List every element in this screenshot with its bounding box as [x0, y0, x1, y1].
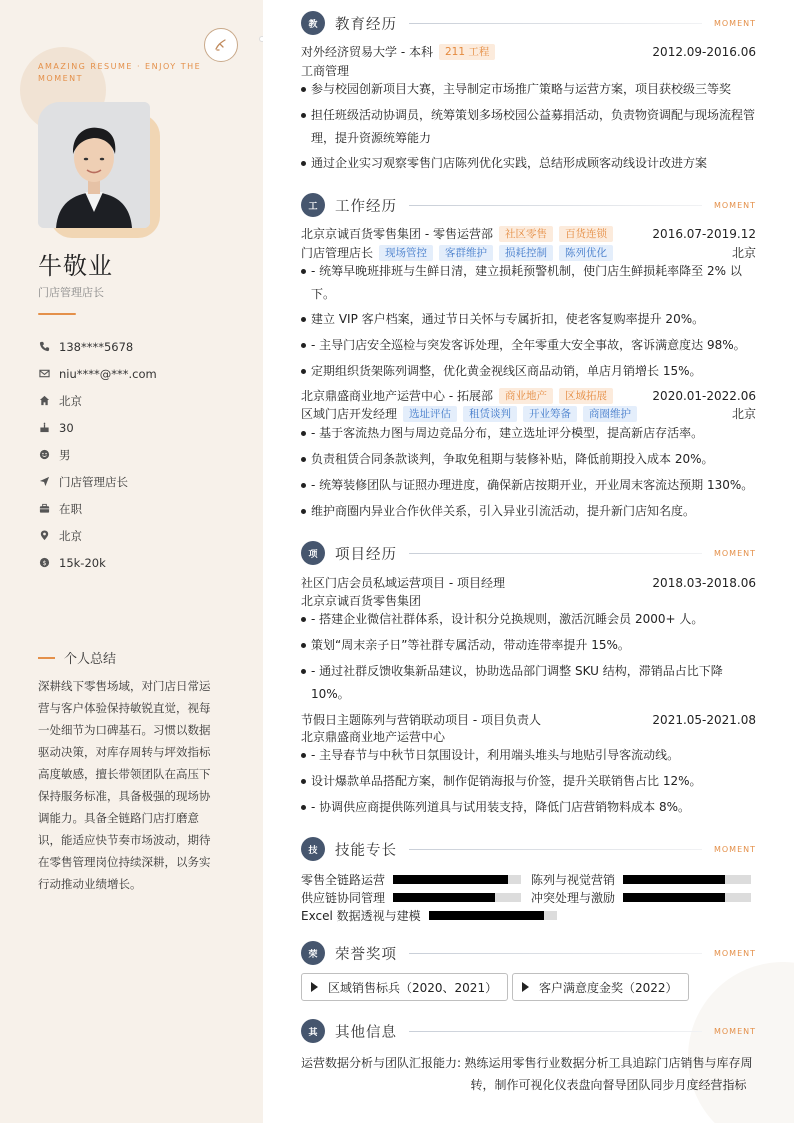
skill-bar: [429, 911, 557, 920]
company-name: 北京京诚百货零售集团 - 零售运营部: [301, 227, 493, 241]
award-text: 客户满意度金奖（2022）: [539, 980, 678, 995]
job-header-row: [301, 387, 756, 404]
list-item: 参与校园创新项目大赛，主导制定市场推广策略与运营方案，项目获校级三等奖: [301, 78, 756, 101]
divider: [38, 313, 76, 315]
section-work-header: [301, 193, 756, 217]
skill-bar-fill: [429, 911, 544, 920]
candidate-title: 门店管理店长: [38, 286, 104, 299]
section-badge: 工: [301, 193, 325, 217]
moment-label: MOMENT: [713, 1026, 756, 1036]
info-position: [38, 468, 248, 495]
decorative-dot: [259, 36, 263, 42]
skill-tag: 租赁谈判: [463, 406, 517, 422]
section-divider: [409, 205, 702, 206]
location-text: 北京: [59, 528, 82, 543]
moment-label: MOMENT: [713, 948, 756, 958]
sidebar: [0, 0, 263, 1123]
section-title: 技能专长: [335, 842, 397, 859]
list-item: 维护商圈内异业合作伙伴关系，引入异业引流活动，提升新门店知名度。: [301, 500, 756, 523]
list-item: 担任班级活动协调员，统筹策划多场校园公益募捐活动，负责物资调配与现场流程管理，提升资源统筹能力: [301, 104, 756, 150]
list-item: - 统筹装修团队与证照办理进度，确保新店按期开业，开业周末客流达预期 130%。: [301, 474, 756, 497]
section-skills-header: [301, 837, 756, 861]
skill-bar-fill: [393, 875, 508, 884]
major-row: [301, 62, 756, 79]
section-projects-header: [301, 541, 756, 565]
skill-tag: 陈列优化: [559, 245, 613, 261]
project-org: 北京鼎盛商业地产运营中心: [301, 730, 446, 744]
city-text: 北京: [59, 393, 82, 408]
company-name: 北京鼎盛商业地产运营中心 - 拓展部: [301, 389, 493, 403]
play-triangle-icon: [522, 982, 529, 992]
job-role-row: [301, 244, 756, 261]
info-gender: [38, 441, 248, 468]
svg-text:$: $: [41, 558, 47, 567]
section-awards-header: [301, 941, 756, 965]
section-badge: 其: [301, 1019, 325, 1043]
position-text: 门店管理店长: [59, 474, 128, 489]
section-badge: 荣: [301, 941, 325, 965]
list-item: - 通过社群反馈收集新品建议，协助选品部门调整 SKU 结构，滞销品占比下降 10%。: [301, 660, 756, 706]
moment-label: MOMENT: [713, 18, 756, 28]
section-title: 项目经历: [335, 546, 397, 563]
skill-tag: 客群维护: [439, 245, 493, 261]
signature-badge-icon: [204, 28, 238, 62]
send-icon: [38, 476, 50, 488]
job-city: 北京: [731, 246, 756, 260]
summary-heading: [38, 648, 116, 667]
project-header-row: [301, 711, 756, 728]
home-icon: [38, 395, 50, 407]
education-row: [301, 43, 756, 60]
skill-item: [301, 889, 521, 906]
contact-info-list: [38, 333, 248, 576]
award-item: [301, 973, 508, 1001]
moment-label: MOMENT: [713, 548, 756, 558]
info-salary: [38, 549, 248, 576]
school-name: 对外经济贸易大学 - 本科: [301, 45, 433, 59]
info-city: [38, 387, 248, 414]
company-tag: 区域拓展: [559, 388, 613, 404]
skill-name: 冲突处理与激励: [531, 891, 616, 905]
section-divider: [409, 953, 702, 954]
company-tag: 百货连锁: [559, 226, 613, 242]
skill-item: [531, 871, 751, 888]
section-badge: 项: [301, 541, 325, 565]
skill-bar-fill: [623, 893, 725, 902]
money-icon: [38, 557, 50, 569]
date-range: 2012.09-2016.06: [652, 44, 756, 59]
skill-name: 零售全链路运营: [301, 873, 386, 887]
project-name: 节假日主题陈列与营销联动项目 - 项目负责人: [301, 713, 541, 727]
date-range: 2018.03-2018.06: [652, 575, 756, 590]
smile-icon: [38, 449, 50, 461]
school-tag: 211 工程: [439, 44, 495, 60]
info-location: [38, 522, 248, 549]
status-text: 在职: [59, 501, 82, 516]
list-item: 通过企业实习观察零售门店陈列优化实践，总结形成顾客动线设计改进方案: [301, 152, 756, 175]
skill-name: 供应链协同管理: [301, 891, 386, 905]
moment-label: MOMENT: [713, 200, 756, 210]
other-info-row: [301, 1052, 756, 1096]
skill-item: [531, 889, 751, 906]
info-age: [38, 414, 248, 441]
list-item: 定期组织货架陈列调整，优化黄金视线区商品动销，单店月销增长 15%。: [301, 360, 756, 383]
summary-text: 深耕线下零售场域，对门店日常运营与客户体验保持敏锐直觉，视每一处细节为口碑基石。习惯以数据驱动决策，对库存周转与坪效指标高度敏感，擅长带领团队在高压下保持服务标准，具备极强的现场协调能力。具备全链路门店打磨意识，能适应快节奏市场波动，期待在零售管理岗位持续深耕，以务实行动推动业绩增长。: [38, 679, 211, 891]
section-title: 教育经历: [335, 16, 397, 33]
skill-tag: 选址评估: [403, 406, 457, 422]
slogan: AMAZING RESUME · ENJOY THE MOMENT: [38, 62, 202, 83]
moment-label: MOMENT: [713, 844, 756, 854]
job-city: 北京: [731, 407, 756, 421]
skill-bar-fill: [623, 875, 725, 884]
skill-item: [301, 871, 521, 888]
section-title: 工作经历: [335, 198, 397, 215]
date-range: 2016.07-2019.12: [652, 226, 756, 241]
section-other-header: [301, 1019, 756, 1043]
candidate-name: 牛敬业: [38, 252, 113, 280]
briefcase-icon: [38, 503, 50, 515]
date-range: 2020.01-2022.06: [652, 388, 756, 403]
phone-icon: [38, 341, 50, 353]
list-item: 策划“周末亲子日”等社群专属活动，带动连带率提升 15%。: [301, 634, 756, 657]
summary-title: 个人总结: [64, 652, 117, 667]
list-item: 建立 VIP 客户档案，通过节日关怀与专属折扣，使老客复购率提升 20%。: [301, 308, 756, 331]
skill-bar-fill: [393, 893, 495, 902]
list-item: - 协调供应商提供陈列道具与试用装支持，降低门店营销物料成本 8%。: [301, 796, 756, 819]
list-item: - 主导春节与中秋节日氛围设计，利用端头堆头与地贴引导客流动线。: [301, 744, 756, 767]
skill-bar: [393, 893, 521, 902]
role-name: 门店管理店长: [301, 246, 374, 260]
list-item: - 统筹早晚班排班与生鲜日清，建立损耗预警机制，使门店生鲜损耗率降至 2% 以下。: [301, 260, 756, 306]
skill-item: [301, 907, 557, 924]
company-tag: 社区零售: [499, 226, 553, 242]
heading-bar: [38, 657, 55, 659]
skill-bar: [623, 875, 751, 884]
job-role-row: [301, 405, 756, 422]
major: 工商管理: [301, 64, 350, 78]
list-item: 设计爆款单品搭配方案，制作促销海报与价签，提升关联销售占比 12%。: [301, 770, 756, 793]
project-org-row: [301, 728, 756, 745]
skill-tag: 开业筹备: [523, 406, 577, 422]
age-text: 30: [59, 420, 74, 435]
section-divider: [409, 23, 702, 24]
skill-bar: [623, 893, 751, 902]
company-tag: 商业地产: [499, 388, 553, 404]
phone-text: 138****5678: [59, 339, 134, 354]
list-item: 负责租赁合同条款谈判，争取免租期与装修补贴，降低前期投入成本 20%。: [301, 448, 756, 471]
section-divider: [409, 553, 702, 554]
section-title: 其他信息: [335, 1024, 397, 1041]
skill-tag: 损耗控制: [499, 245, 553, 261]
project-org-row: [301, 592, 756, 609]
salary-text: 15k-20k: [59, 555, 106, 570]
section-education-header: [301, 11, 756, 35]
cake-icon: [38, 422, 50, 434]
section-divider: [409, 849, 702, 850]
skill-name: 陈列与视觉营销: [531, 873, 616, 887]
role-name: 区域门店开发经理: [301, 407, 398, 421]
play-triangle-icon: [311, 982, 318, 992]
info-email: [38, 360, 248, 387]
avatar: [38, 102, 150, 228]
project-name: 社区门店会员私域运营项目 - 项目经理: [301, 576, 505, 590]
list-item: - 主导门店安全巡检与突发客诉处理，全年零重大安全事故，客诉满意度达 98%。: [301, 334, 756, 357]
info-phone: [38, 333, 248, 360]
skill-tag: 现场管控: [379, 245, 433, 261]
location-pin-icon: [38, 530, 50, 542]
other-info-value: 熟练运用零售行业数据分析工具追踪门店销售与库存周转，制作可视化仪表盘向督导团队同步月度经营指标: [464, 1056, 753, 1092]
info-status: [38, 495, 248, 522]
section-badge: 技: [301, 837, 325, 861]
job-header-row: [301, 225, 756, 242]
email-text: niu****@***.com: [59, 366, 157, 381]
project-org: 北京京诚百货零售集团: [301, 594, 422, 608]
skill-tag: 商圈维护: [583, 406, 637, 422]
project-header-row: [301, 574, 756, 591]
skill-bar: [393, 875, 521, 884]
section-title: 荣誉奖项: [335, 946, 397, 963]
award-item: [512, 973, 689, 1001]
skill-name: Excel 数据透视与建模: [301, 909, 421, 923]
gender-text: 男: [59, 447, 71, 462]
list-item: - 基于客流热力图与周边竞品分布，建立选址评分模型，提高新店存活率。: [301, 422, 756, 445]
date-range: 2021.05-2021.08: [652, 712, 756, 727]
section-divider: [409, 1031, 702, 1032]
section-badge: 教: [301, 11, 325, 35]
list-item: - 搭建企业微信社群体系，设计积分兑换规则，激活沉睡会员 2000+ 人。: [301, 608, 756, 631]
award-text: 区域销售标兵（2020、2021）: [328, 980, 498, 995]
mail-icon: [38, 368, 50, 380]
other-info-label: 运营数据分析与团队汇报能力:: [301, 1056, 462, 1070]
